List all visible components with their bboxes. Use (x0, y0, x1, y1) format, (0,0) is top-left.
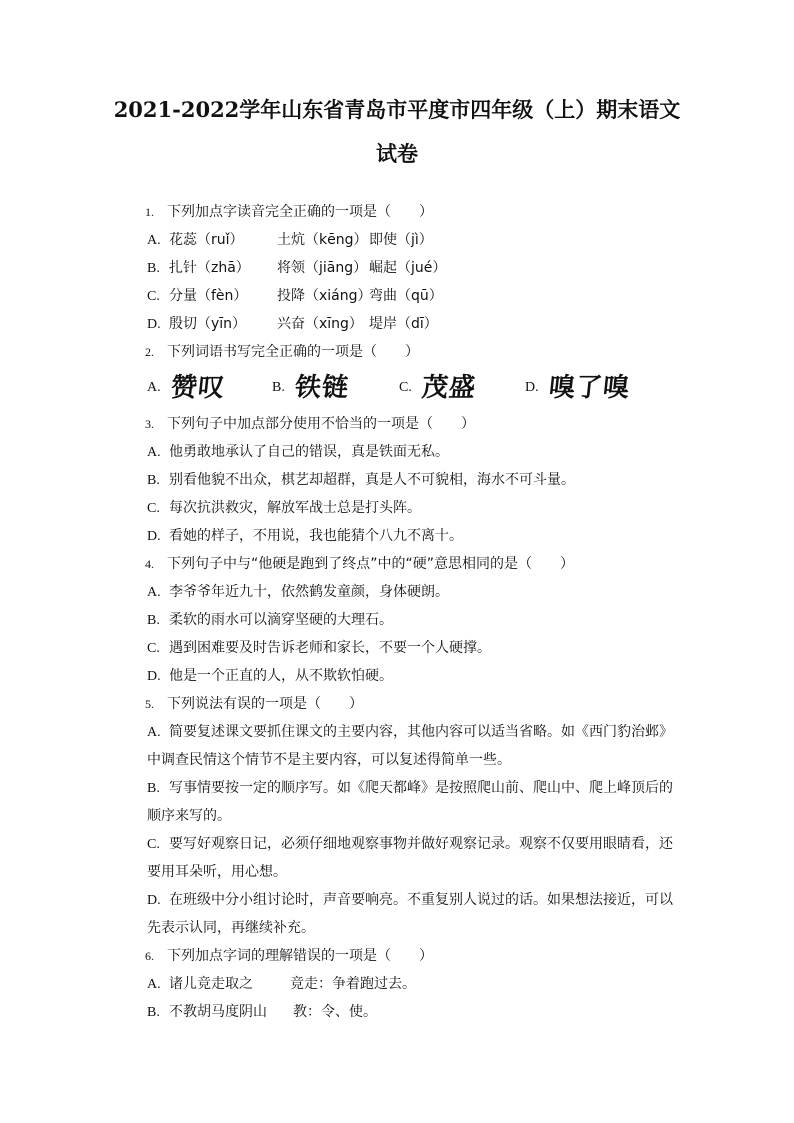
question-stem: 下列句子中加点部分使用不恰当的一项是（ ） (167, 416, 475, 432)
option-letter: C. (399, 380, 412, 395)
option-word: 扎针（zhā） (169, 260, 250, 276)
option-word: 将领（jiāng） (277, 260, 368, 276)
option-3c (0, 494, 794, 522)
option-5d (0, 886, 794, 914)
option-letter: D. (147, 529, 161, 544)
option-text: 他勇敢地承认了自己的错误，真是铁面无私。 (169, 444, 449, 460)
option-letter: D. (147, 893, 161, 908)
question-stem: 下列加点字词的理解错误的一项是（ ） (167, 948, 433, 964)
option-3b (0, 466, 794, 494)
option-letter: A. (147, 233, 161, 248)
handwritten-word: 嗅了嗅 (547, 373, 632, 403)
option-letter: B. (147, 473, 160, 488)
option-2a (147, 368, 225, 408)
option-4b (0, 606, 794, 634)
question-3 (0, 410, 794, 438)
option-meaning: 教：令、使。 (293, 1004, 377, 1020)
question-number: 5. (145, 697, 154, 711)
option-letter: B. (147, 261, 160, 276)
option-4d (0, 662, 794, 690)
option-word: 投降（xiáng） (277, 288, 372, 304)
option-letter: C. (147, 501, 160, 516)
option-text: 看她的样子，不用说，我也能猜个八九不离十。 (169, 528, 463, 544)
question-stem: 下列加点字读音完全正确的一项是（ ） (167, 204, 433, 220)
option-letter: B. (147, 1005, 160, 1020)
option-letter: A. (147, 380, 161, 395)
option-letter: A. (147, 445, 161, 460)
option-text: 在班级中分小组讨论时，声音要响亮。不重复别人说过的话。如果想法接近，可以 (169, 892, 673, 908)
option-1b (0, 254, 794, 282)
option-word: 弯曲（qū） (369, 288, 443, 304)
handwritten-word: 赞叹 (169, 373, 227, 403)
question-1 (0, 198, 794, 226)
page-title-line1: 2021-2022学年山东省青岛市平度市四年级（上）期末语文 (113, 97, 681, 122)
option-1d (0, 310, 794, 338)
option-meaning: 竞走：争着跑过去。 (290, 976, 416, 992)
question-number: 2. (145, 345, 154, 359)
question-number: 6. (145, 949, 154, 963)
question-5 (0, 690, 794, 718)
handwritten-word: 铁链 (293, 373, 351, 403)
option-word: 土炕（kēng） (277, 232, 368, 248)
option-letter: B. (147, 613, 160, 628)
option-text: 要写好观察日记，必须仔细地观察事物并做好观察记录。观察不仅要用眼睛看，还 (169, 836, 673, 852)
question-number: 3. (145, 417, 154, 431)
option-text: 写事情要按一定的顺序写。如《爬天都峰》是按照爬山前、爬山中、爬上峰顶后的 (169, 780, 673, 796)
option-1a (0, 226, 794, 254)
option-3d (0, 522, 794, 550)
question-4 (0, 550, 794, 578)
handwritten-word: 茂盛 (420, 373, 478, 403)
option-4c (0, 634, 794, 662)
question-2 (0, 338, 794, 366)
option-word: 崛起（jué） (369, 260, 447, 276)
option-5b (0, 774, 794, 802)
option-letter: A. (147, 725, 161, 740)
option-text: 李爷爷年近九十，依然鹤发童颜，身体硬朗。 (169, 584, 449, 600)
option-2c (399, 368, 476, 408)
option-2b (272, 368, 349, 408)
option-5d-continued: 先表示认同，再继续补充。 (147, 920, 315, 936)
question-number: 1. (145, 205, 154, 219)
option-letter: C. (147, 289, 160, 304)
option-letter: C. (147, 837, 160, 852)
question-stem: 下列说法有误的一项是（ ） (167, 696, 363, 712)
option-1c (0, 282, 794, 310)
option-5c-continued: 要用耳朵听，用心想。 (147, 864, 287, 880)
option-6a (0, 970, 794, 998)
option-word: 即使（jì） (369, 232, 433, 248)
question-number: 4. (145, 557, 154, 571)
option-text: 简要复述课文要抓住课文的主要内容，其他内容可以适当省略。如《西门豹治邺》 (169, 724, 673, 740)
option-2d (525, 368, 630, 408)
option-word: 花蕊（ruǐ） (169, 232, 244, 248)
option-word: 兴奋（xīng） (277, 316, 363, 332)
handwritten-words-row (0, 366, 794, 410)
option-word: 堤岸（dī） (369, 316, 438, 332)
option-text: 遇到困难要及时告诉老师和家长，不要一个人硬撑。 (169, 640, 491, 656)
question-stem: 下列词语书写完全正确的一项是（ ） (167, 344, 419, 360)
option-text: 柔软的雨水可以滴穿坚硬的大理石。 (169, 612, 393, 628)
option-phrase: 不教胡马度阴山 (169, 1004, 267, 1020)
option-letter: D. (147, 317, 161, 332)
option-text: 每次抗洪救灾，解放军战士总是打头阵。 (169, 500, 421, 516)
option-5a (0, 718, 794, 746)
option-3a (0, 438, 794, 466)
question-stem: 下列句子中与“他硬是跑到了终点”中的“硬”意思相同的是（ ） (167, 556, 575, 572)
option-word: 分量（fèn） (169, 288, 248, 304)
option-5c (0, 830, 794, 858)
option-letter: B. (272, 380, 285, 395)
option-letter: D. (147, 669, 161, 684)
option-text: 别看他貌不出众，棋艺却超群，真是人不可貌相，海水不可斗量。 (169, 472, 575, 488)
question-6 (0, 942, 794, 970)
option-phrase: 诸儿竞走取之 (169, 976, 253, 992)
option-5a-continued: 中调查民情这个情节不是主要内容，可以复述得简单一些。 (147, 752, 511, 768)
option-letter: A. (147, 585, 161, 600)
question-list (0, 198, 794, 1026)
option-6b (0, 998, 794, 1026)
option-text: 他是一个正直的人，从不欺软怕硬。 (169, 668, 393, 684)
option-word: 殷切（yīn） (169, 316, 247, 332)
option-letter: A. (147, 977, 161, 992)
page-title-line2: 试卷 (376, 141, 418, 166)
option-5b-continued: 顺序来写的。 (147, 808, 231, 824)
option-letter: D. (525, 380, 539, 395)
option-letter: B. (147, 781, 160, 796)
option-letter: C. (147, 641, 160, 656)
option-4a (0, 578, 794, 606)
